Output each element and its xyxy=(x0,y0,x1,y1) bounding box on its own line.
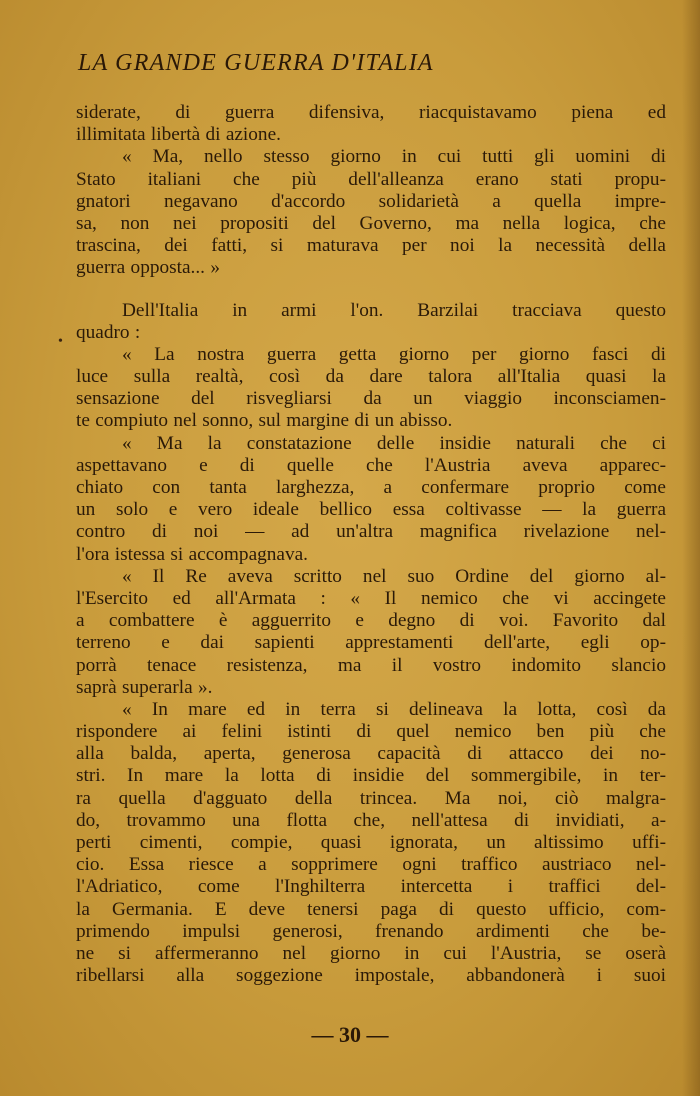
text-line: stri. In mare la lotta di insidie del sommergibile, in ter- xyxy=(76,765,666,787)
text-line: « Il Re aveva scritto nel suo Ordine del giorno al- xyxy=(122,565,666,587)
text-line: contro di noi — ad un'altra magnifica rivelazione nel- xyxy=(76,521,666,543)
text-line: perti cimenti, compie, quasi ignorata, un altissimo uffi- xyxy=(76,832,666,853)
text-line: « Ma la constatazione delle insidie naturali che ci xyxy=(122,432,666,454)
text-line: l'ora istessa si accompagnava. xyxy=(76,543,308,565)
text-line: Dell'Italia in armi l'on. Barzilai tracciava questo xyxy=(122,299,666,321)
paragraph xyxy=(76,146,666,279)
text-line: ribellarsi alla soggezione impostale, abbandonerà i suoi xyxy=(76,965,666,987)
margin-mark: • xyxy=(58,334,63,349)
text-line: la Germania. E deve tenersi paga di questo ufficio, com- xyxy=(76,898,666,920)
text-line: un solo e vero ideale bellico essa coltivasse — la guerra xyxy=(76,499,666,521)
text-line: rispondere ai felini istinti di quel nemico ben più che xyxy=(76,721,666,743)
text-line: ne si affermeranno nel giorno in cui l'Austria, se oserà xyxy=(76,942,666,964)
text-line: luce sulla realtà, così da dare talora all'Italia quasi la xyxy=(76,366,666,388)
text-line: cio. Essa riesce a sopprimere ogni traffico austriaco nel- xyxy=(76,854,666,876)
text-line: porrà tenace resistenza, ma il vostro indomito slancio xyxy=(76,654,666,676)
text-line: te compiuto nel sonno, sul margine di un abisso. xyxy=(76,410,453,432)
text-line: guerra opposta... » xyxy=(76,257,220,279)
text-line: a combattere è agguerrito e degno di voi. Favorito dal xyxy=(76,610,666,632)
text-line: « La nostra guerra getta giorno per giorno fasci di xyxy=(122,343,666,365)
text-line: siderate, di guerra difensiva, riacquistavamo piena ed xyxy=(76,102,666,123)
paragraph-gap xyxy=(76,280,666,300)
text-line: l'Esercito ed all'Armata : « Il nemico che vi accingete xyxy=(76,587,666,609)
text-line: « Ma, nello stesso giorno in cui tutti gli uomini di xyxy=(122,146,666,168)
text-line: alla balda, aperta, generosa capacità di attacco dei no- xyxy=(76,743,666,765)
paragraph xyxy=(76,300,666,344)
text-line: primendo impulsi generosi, frenando ardimenti che be- xyxy=(76,920,666,942)
body-text xyxy=(76,102,666,987)
text-line: aspettavano e di quelle che l'Austria aveva apparec- xyxy=(76,454,666,476)
text-line: l'Adriatico, come l'Inghilterra intercetta i traffici del- xyxy=(76,876,666,898)
text-line: quadro : xyxy=(76,321,141,343)
text-line: « In mare ed in terra si delineava la lotta, così da xyxy=(122,698,666,720)
text-line: sa, non nei propositi del Governo, ma nella logica, che xyxy=(76,212,666,234)
text-line: trascina, dei fatti, si maturava per noi la necessità della xyxy=(76,235,666,257)
text-line: terreno e dai sapienti apprestamenti dell'arte, egli op- xyxy=(76,632,666,654)
text-line: saprà superarla ». xyxy=(76,676,213,698)
text-line: chiato con tanta larghezza, a confermare proprio come xyxy=(76,477,666,498)
text-line: Stato italiani che più dell'alleanza erano stati propu- xyxy=(76,168,666,190)
paragraph xyxy=(76,699,666,987)
text-line: do, trovammo una flotta che, nell'attesa di invidiati, a- xyxy=(76,809,666,831)
paragraph xyxy=(76,566,666,699)
paragraph xyxy=(76,344,666,433)
running-head: LA GRANDE GUERRA D'ITALIA xyxy=(78,50,434,76)
paragraph xyxy=(76,102,666,146)
text-line: ra quella d'agguato della trincea. Ma noi, ciò malgra- xyxy=(76,787,666,809)
paragraph xyxy=(76,433,666,566)
text-line: sensazione del risvegliarsi da un viaggio inconsciamen- xyxy=(76,388,666,410)
page-number: — 30 — xyxy=(311,1022,389,1047)
page-edge-shadow xyxy=(682,0,700,1096)
text-line: illimitata libertà di azione. xyxy=(76,124,281,146)
text-line: gnatori negavano d'accordo solidarietà a quella impre- xyxy=(76,190,666,212)
